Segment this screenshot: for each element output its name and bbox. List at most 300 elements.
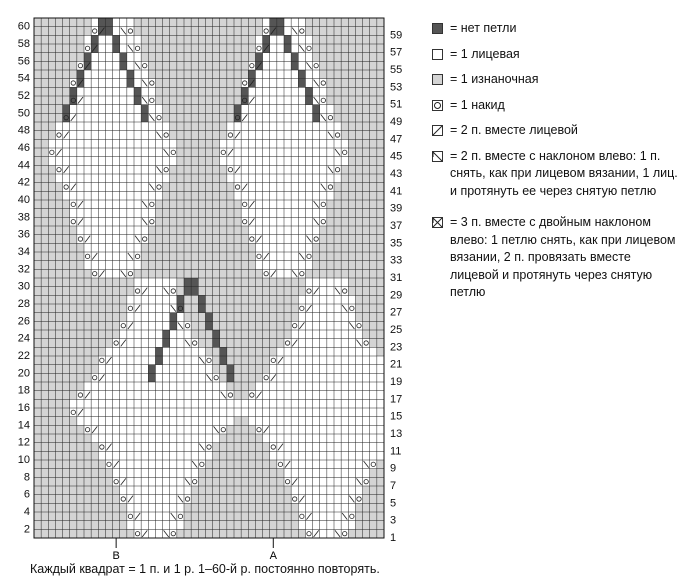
knit-cell (234, 148, 241, 157)
knit-cell (127, 486, 134, 495)
knit-cell (298, 183, 305, 192)
knit-cell (277, 183, 284, 192)
knit-cell (327, 148, 334, 157)
knit-cell (170, 391, 177, 400)
knit-cell (327, 434, 334, 443)
row-label-right: 31 (390, 272, 403, 284)
knit-cell (291, 486, 298, 495)
knit-cell (70, 105, 77, 114)
knit-cell (220, 417, 227, 426)
knit-cell (270, 53, 277, 62)
knit-cell (277, 70, 284, 79)
knit-cell (105, 252, 112, 261)
knit-cell (113, 96, 120, 105)
knit-cell (270, 96, 277, 105)
knit-cell (134, 139, 141, 148)
knit-cell (291, 165, 298, 174)
no-stitch-cell (77, 70, 84, 79)
knit-cell (163, 313, 170, 322)
knit-cell (284, 391, 291, 400)
knit-cell (105, 434, 112, 443)
knit-cell (134, 417, 141, 426)
knit-cell (298, 157, 305, 166)
knit-cell (327, 512, 334, 521)
knit-cell (113, 373, 120, 382)
knit-cell (334, 330, 341, 339)
knit-cell (155, 451, 162, 460)
knit-cell (263, 105, 270, 114)
knit-cell (213, 399, 220, 408)
knit-cell (355, 434, 362, 443)
knit-cell (327, 313, 334, 322)
yarn-over-icon (432, 100, 443, 111)
knit-cell (91, 391, 98, 400)
knit-cell (113, 434, 120, 443)
knit-cell (291, 122, 298, 131)
knit-cell (305, 495, 312, 504)
knit-cell (98, 174, 105, 183)
knit-cell (327, 174, 334, 183)
knit-cell (320, 373, 327, 382)
knit-cell (127, 261, 134, 270)
knit-cell (134, 295, 141, 304)
knit-cell (127, 148, 134, 157)
knit-cell (284, 200, 291, 209)
knit-cell (205, 382, 212, 391)
knit-cell (91, 434, 98, 443)
knit-cell (255, 243, 262, 252)
knit-cell (163, 295, 170, 304)
knit-cell (177, 347, 184, 356)
knit-cell (84, 226, 91, 235)
knit-cell (298, 339, 305, 348)
no-stitch-cell (213, 339, 220, 348)
knit-cell (127, 443, 134, 452)
row-label-left: 38 (17, 211, 30, 224)
knit-cell (263, 122, 270, 131)
knit-cell (355, 460, 362, 469)
knit-cell (163, 469, 170, 478)
knit-cell (320, 469, 327, 478)
knit-cell (155, 434, 162, 443)
knit-cell (91, 61, 98, 70)
no-stitch-cell (70, 87, 77, 96)
knit-cell (113, 105, 120, 114)
knit-cell (277, 269, 284, 278)
knit-cell (348, 443, 355, 452)
knit-cell (277, 226, 284, 235)
knit-cell (270, 399, 277, 408)
knit-cell (377, 425, 384, 434)
knit-cell (141, 139, 148, 148)
knit-cell (341, 486, 348, 495)
knit-cell (134, 53, 141, 62)
knit-cell (155, 391, 162, 400)
knit-cell (334, 521, 341, 530)
knit-cell (277, 252, 284, 261)
knit-cell (270, 243, 277, 252)
knit-cell (305, 408, 312, 417)
knit-cell (277, 408, 284, 417)
knit-cell (127, 469, 134, 478)
knit-cell (320, 122, 327, 131)
knit-cell (313, 339, 320, 348)
knit-cell (170, 443, 177, 452)
row-label-left: 42 (17, 176, 30, 189)
knit-cell (363, 356, 370, 365)
row-label-left: 20 (17, 367, 30, 380)
knit-cell (248, 226, 255, 235)
knit-cell (120, 122, 127, 131)
knit-cell (320, 391, 327, 400)
knit-cell (341, 408, 348, 417)
knit-cell (277, 105, 284, 114)
knit-cell (120, 391, 127, 400)
knit-cell (127, 382, 134, 391)
row-label-right: 53 (390, 81, 403, 94)
knit-cell (120, 87, 127, 96)
knit-cell (377, 408, 384, 417)
knit-cell (127, 365, 134, 374)
knit-cell (298, 521, 305, 530)
knit-cell (105, 382, 112, 391)
knit-cell (377, 399, 384, 408)
knit-cell (127, 408, 134, 417)
knit-cell (291, 200, 298, 209)
no-stitch-cell (298, 79, 305, 88)
knit-cell (163, 495, 170, 504)
knit-cell (191, 443, 198, 452)
knit-cell (91, 148, 98, 157)
knit-cell (348, 356, 355, 365)
no-stitch-cell (113, 44, 120, 53)
knit-cell (120, 365, 127, 374)
knit-cell (134, 443, 141, 452)
knit-cell (284, 183, 291, 192)
knit-cell (84, 148, 91, 157)
knit-cell (155, 512, 162, 521)
knit-cell (305, 278, 312, 287)
knit-cell (91, 96, 98, 105)
knit-cell (255, 209, 262, 218)
knit-cell (191, 399, 198, 408)
knit-cell (134, 243, 141, 252)
knit-cell (277, 434, 284, 443)
knit-cell (91, 87, 98, 96)
knit-cell (141, 157, 148, 166)
knit-cell (270, 209, 277, 218)
knit-cell (98, 209, 105, 218)
knit-cell (248, 165, 255, 174)
knit-cell (127, 434, 134, 443)
no-stitch-cell (141, 105, 148, 114)
knit-cell (327, 157, 334, 166)
knit-cell (327, 521, 334, 530)
row-label-right: 33 (390, 254, 403, 267)
knit-cell (105, 391, 112, 400)
no-stitch-cell (255, 53, 262, 62)
knit-cell (334, 339, 341, 348)
knit-cell (334, 347, 341, 356)
knit-cell (270, 44, 277, 53)
knit-cell (298, 35, 305, 44)
knit-cell (277, 451, 284, 460)
row-label-left: 52 (17, 90, 30, 102)
knit-cell (305, 425, 312, 434)
knit-cell (155, 382, 162, 391)
knit-cell (134, 391, 141, 400)
knit-cell (320, 339, 327, 348)
knit-cell (298, 165, 305, 174)
knit-cell (241, 131, 248, 140)
knit-cell (163, 451, 170, 460)
knit-cell (163, 174, 170, 183)
knit-cell (113, 131, 120, 140)
knit-cell (134, 451, 141, 460)
knit-cell (227, 174, 234, 183)
knit-cell (91, 157, 98, 166)
knit-cell (355, 399, 362, 408)
knit-cell (63, 157, 70, 166)
knit-cell (113, 18, 120, 27)
knit-cell (127, 61, 134, 70)
marker-b-label: B (112, 550, 120, 562)
knit-cell (327, 356, 334, 365)
knit-cell (341, 460, 348, 469)
knit-cell (227, 399, 234, 408)
knit-cell (313, 382, 320, 391)
knit-cell (313, 304, 320, 313)
knit-cell (284, 70, 291, 79)
knit-cell (77, 157, 84, 166)
knit-cell (170, 495, 177, 504)
knit-cell (377, 365, 384, 374)
knit-cell (255, 399, 262, 408)
knit-cell (113, 79, 120, 88)
knit-cell (98, 61, 105, 70)
knit-cell (348, 399, 355, 408)
knit-cell (127, 417, 134, 426)
knit-cell (298, 313, 305, 322)
knit-cell (98, 399, 105, 408)
knit-cell (277, 391, 284, 400)
knit-cell (263, 157, 270, 166)
knit-cell (134, 495, 141, 504)
knit-cell (120, 417, 127, 426)
knit-cell (284, 148, 291, 157)
knit-cell (263, 53, 270, 62)
knit-cell (255, 174, 262, 183)
knit-cell (120, 486, 127, 495)
knit-cell (291, 174, 298, 183)
knit-cell (155, 529, 162, 538)
knit-cell (155, 495, 162, 504)
knit-cell (113, 269, 120, 278)
knit-cell (291, 183, 298, 192)
knit-cell (327, 443, 334, 452)
knit-cell (263, 79, 270, 88)
knit-cell (334, 503, 341, 512)
knit-cell (134, 425, 141, 434)
knit-cell (105, 44, 112, 53)
knit-cell (155, 417, 162, 426)
knit-cell (291, 70, 298, 79)
no-stitch-cell (198, 295, 205, 304)
knit-cell (70, 139, 77, 148)
knit-cell (198, 451, 205, 460)
knit-cell (113, 235, 120, 244)
knit-cell (334, 313, 341, 322)
knit-cell (305, 443, 312, 452)
knit-cell (98, 243, 105, 252)
knit-cell (255, 122, 262, 131)
knit-cell (284, 131, 291, 140)
knit-cell (334, 512, 341, 521)
knit-cell (341, 356, 348, 365)
knit-cell (291, 18, 298, 27)
row-label-right: 59 (390, 29, 403, 42)
knit-cell (177, 434, 184, 443)
knit-cell (305, 330, 312, 339)
knit-cell (291, 217, 298, 226)
knit-cell (98, 157, 105, 166)
knit-cell (270, 434, 277, 443)
knit-cell (248, 148, 255, 157)
row-label-left: 50 (17, 107, 30, 120)
knit-cell (141, 399, 148, 408)
knit-cell (241, 105, 248, 114)
knit-cell (298, 191, 305, 200)
knit-cell (291, 451, 298, 460)
knit-cell (341, 391, 348, 400)
knit-cell (255, 417, 262, 426)
knit-cell (355, 373, 362, 382)
knit-cell (63, 148, 70, 157)
knit-cell (270, 408, 277, 417)
knit-cell (120, 191, 127, 200)
knit-cell (155, 295, 162, 304)
row-label-left: 26 (17, 315, 30, 328)
no-stitch-cell (248, 70, 255, 79)
knit-cell (77, 131, 84, 140)
knit-cell (327, 477, 334, 486)
knit-cell (355, 365, 362, 374)
knit-cell (248, 209, 255, 218)
no-stitch-cell (170, 321, 177, 330)
knit-cell (170, 278, 177, 287)
knit-cell (148, 304, 155, 313)
row-label-right: 21 (390, 358, 403, 371)
knit-cell (170, 356, 177, 365)
knit-cell (134, 200, 141, 209)
knit-cell (134, 165, 141, 174)
knit-cell (141, 174, 148, 183)
knit-cell (113, 451, 120, 460)
knit-cell (191, 365, 198, 374)
knit-cell (284, 399, 291, 408)
knit-cell (198, 425, 205, 434)
knit-cell (327, 347, 334, 356)
knit-cell (263, 217, 270, 226)
knit-cell (105, 113, 112, 122)
knit-cell (341, 347, 348, 356)
knit-cell (148, 209, 155, 218)
knit-cell (320, 174, 327, 183)
knit-cell (313, 373, 320, 382)
knit-cell (177, 417, 184, 426)
knit-cell (305, 113, 312, 122)
knit-cell (120, 382, 127, 391)
knit-cell (148, 529, 155, 538)
knit-cell (120, 131, 127, 140)
knit-cell (105, 209, 112, 218)
knit-cell (70, 174, 77, 183)
knit-cell (320, 304, 327, 313)
knit-cell (170, 460, 177, 469)
knit-cell (341, 503, 348, 512)
knit-cell (284, 139, 291, 148)
no-stitch-cell (163, 339, 170, 348)
knit-cell (120, 373, 127, 382)
knit-cell (298, 139, 305, 148)
knit-cell (91, 79, 98, 88)
no-stitch-cell (91, 35, 98, 44)
knit-cell (55, 122, 62, 131)
knit-cell (320, 191, 327, 200)
knit-cell (84, 122, 91, 131)
knit-cell (298, 53, 305, 62)
knit-cell (141, 521, 148, 530)
knit-cell (141, 365, 148, 374)
knit-cell (113, 443, 120, 452)
knit-cell (234, 139, 241, 148)
knit-cell (291, 243, 298, 252)
knit-cell (105, 200, 112, 209)
knit-cell (298, 503, 305, 512)
knit-cell (277, 191, 284, 200)
knit-cell (348, 417, 355, 426)
knit-cell (127, 330, 134, 339)
knit-cell (198, 399, 205, 408)
row-label-left: 46 (17, 142, 30, 154)
knit-cell (163, 512, 170, 521)
no-stitch-cell (198, 304, 205, 313)
row-label-left: 18 (17, 384, 30, 397)
knit-cell (177, 486, 184, 495)
knit-cell (298, 113, 305, 122)
knit-cell (113, 347, 120, 356)
knit-cell (313, 365, 320, 374)
legend-knit (432, 46, 682, 64)
knit-cell (191, 417, 198, 426)
knit-cell (120, 252, 127, 261)
knit-cell (141, 425, 148, 434)
knit-cell (334, 408, 341, 417)
knit-cell (284, 417, 291, 426)
knit-cell (91, 18, 98, 27)
knit-cell (348, 408, 355, 417)
knit-cell (305, 399, 312, 408)
knit-cell (120, 469, 127, 478)
knit-cell (305, 35, 312, 44)
knit-cell (148, 157, 155, 166)
knit-cell (363, 382, 370, 391)
knit-cell (284, 347, 291, 356)
knit-cell (98, 217, 105, 226)
knit-cell (291, 391, 298, 400)
legend-no-stitch-text: = нет петли (450, 21, 517, 35)
knit-cell (70, 148, 77, 157)
